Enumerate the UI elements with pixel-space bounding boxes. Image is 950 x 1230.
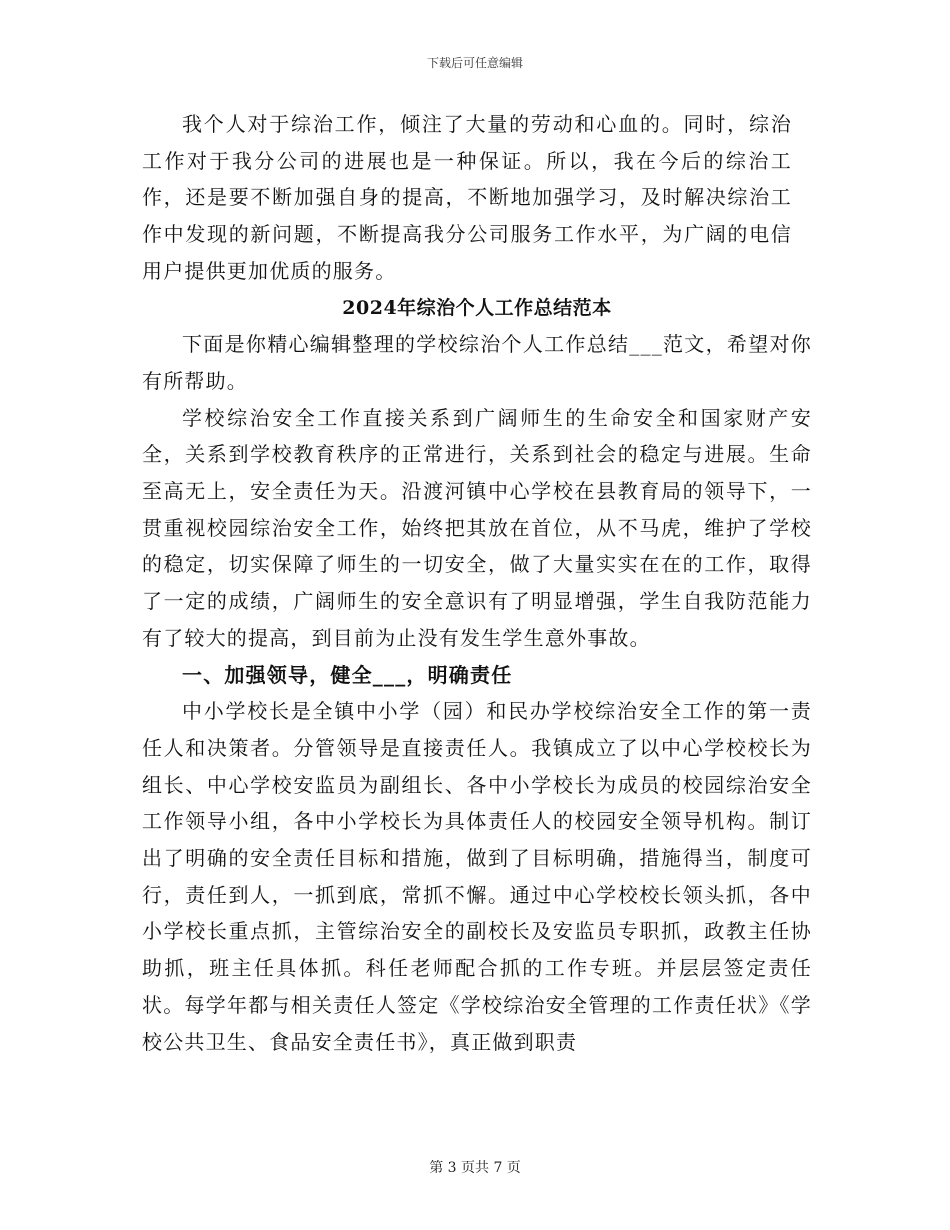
document-title: 2024年综治个人工作总结范本 <box>342 296 612 319</box>
paragraph-conclusion: 我个人对于综治工作，倾注了大量的劳动和心血的。同时，综治工作对于我分公司的进展也是一种保证。所以，我在今后的综治工作，还是要不断加强自身的提高，不断地加强学习，及时解决综治工作中发现的新问题，不断提高我分公司服务工作水平，为广阔的电信用户提供更加优质的服务。 <box>142 112 792 283</box>
paragraph-intro: 下面是你精心编辑整理的学校综治个人工作总结___范文，希望对你有所帮助。 <box>142 332 812 393</box>
paragraph-safety-overview: 学校综治安全工作直接关系到广阔师生的生命安全和国家财产安全，关系到学校教育秩序的正常进行，关系到社会的稳定与进展。生命至高无上，安全责任为天。沿渡河镇中心学校在县教育局的领导下，一贯重视校园综治安全工作，始终把其放在首位，从不马虎，维护了学校的稳定，切实保障了师生的一切安全，做了大量实实在在的工作，取得了一定的成绩，广阔师生的安全意识有了明显增强，学生自我防范能力有了较大的提高，到目前为止没有发生学生意外事故。 <box>142 405 812 650</box>
page-number-footer: 第 3 页共 7 页 <box>429 1160 521 1176</box>
paragraph-leadership-details: 中小学校长是全镇中小学（园）和民办学校综治安全工作的第一责任人和决策者。分管领导是直接责任人。我镇成立了以中心学校校长为组长、中心学校安监员为副组长、各中小学校长为成员的校园综治安全工作领导小组，各中小学校长为具体责任人的校园安全领导机构。制订出了明确的安全责任目标和措施，做到了目标明确，措施得当，制度可行，责任到人，一抓到底，常抓不懈。通过中心学校校长领头抓，各中小学校长重点抓，主管综治安全的副校长及安监员专职抓，政教主任协助抓，班主任具体抓。科任老师配合抓的工作专班。并层层签定责任状。每学年都与相关责任人签定《学校综治安全管理的工作责任状》《学校公共卫生、食品安全责任书》，真正做到职责 <box>142 699 812 1054</box>
document-body <box>142 106 812 1060</box>
page-header-note: 下载后可任意编辑 <box>426 56 523 70</box>
section-heading-leadership: 一、加强领导，健全___，明确责任 <box>182 662 513 687</box>
